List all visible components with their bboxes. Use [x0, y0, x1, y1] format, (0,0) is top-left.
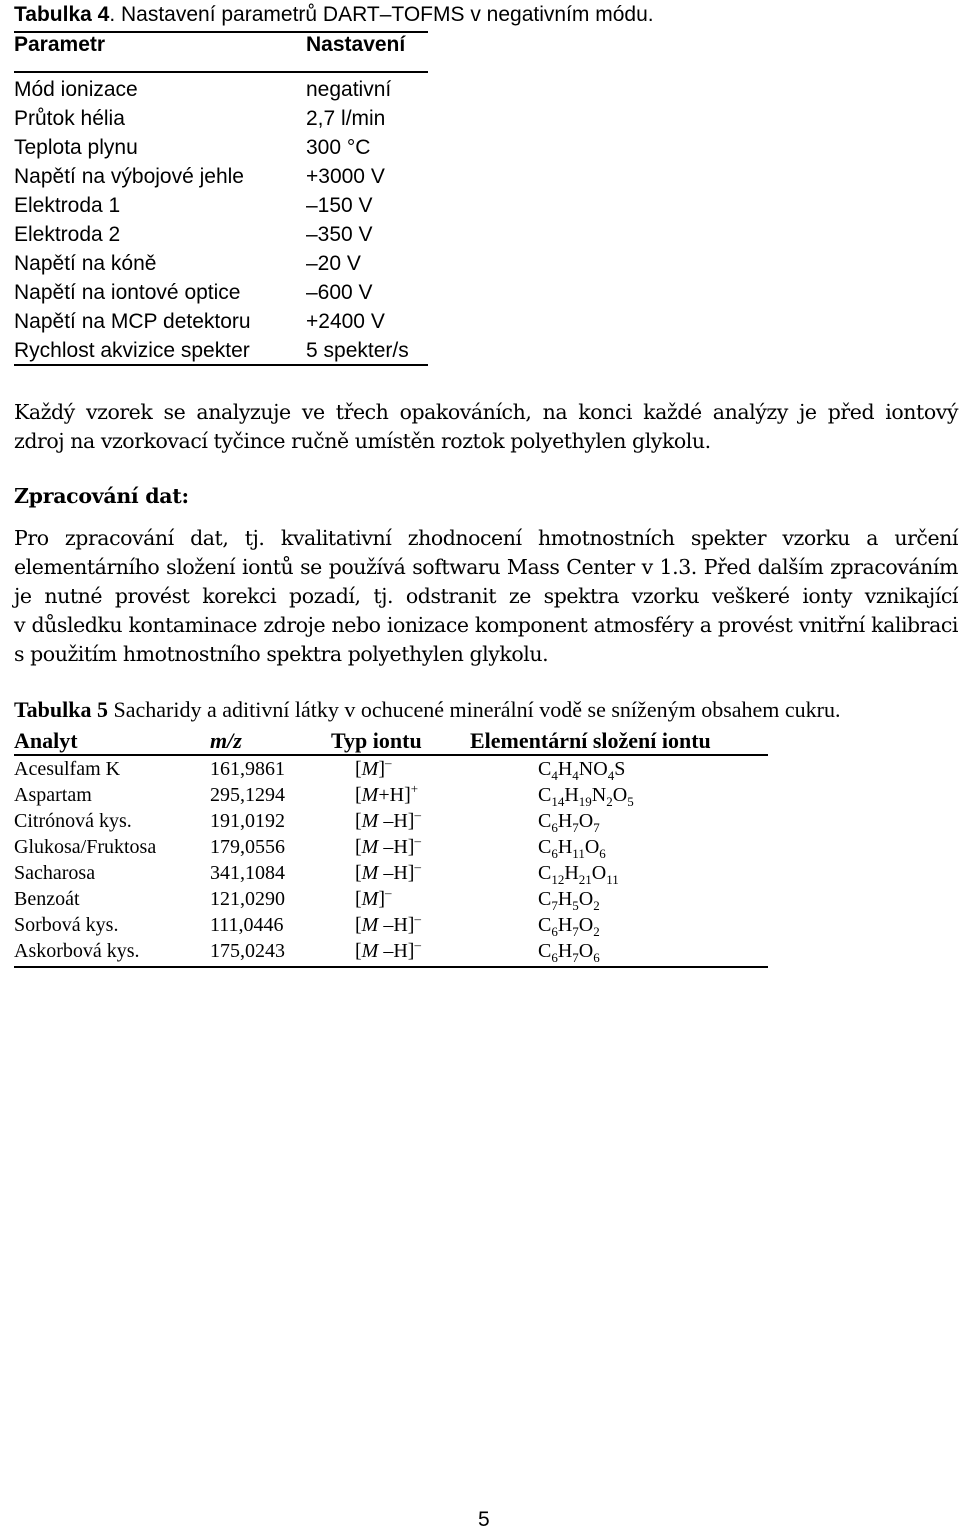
table5-row: [0, 833, 960, 862]
formula-element: O: [578, 940, 594, 962]
table5-cell-formula: [538, 836, 606, 859]
formula-count: 4: [551, 768, 558, 783]
formula-element: C: [538, 862, 552, 884]
formula-element: C: [538, 836, 552, 858]
table4-cell-setting: –150 V: [306, 194, 373, 217]
section-heading: Zpracování dat:: [14, 484, 189, 508]
table4-label: Tabulka 4: [14, 3, 110, 26]
table4-cell-parameter: Průtok hélia: [14, 107, 125, 130]
table5-cell-ion-type: [355, 937, 421, 963]
table5-cell-mz: 121,0290: [210, 888, 285, 910]
paragraph-line: v důsledku kontaminace zdroje nebo ionizace komponent atmosféry a provést vnitřní kalibraci: [14, 613, 958, 637]
ion-bracket: [: [355, 836, 362, 858]
ion-molecule-symbol: M: [361, 888, 379, 910]
table4-row: [0, 78, 960, 107]
table4-row: [0, 223, 960, 252]
formula-element: C: [538, 940, 552, 962]
ion-molecule-symbol: M: [361, 836, 379, 858]
table4-cell-parameter: Mód ionizace: [14, 78, 138, 101]
table4-cell-parameter: Teplota plynu: [14, 136, 138, 159]
ion-bracket: [: [355, 784, 362, 806]
paragraph-line: elementárního složení iontů se používá softwaru Mass Center v 1.3. Před dalším zpracováním: [14, 555, 958, 579]
ion-molecule-symbol: M: [361, 862, 379, 884]
table5-cell-ion-type: [355, 859, 421, 885]
ion-charge: –: [414, 833, 421, 849]
ion-charge: –: [385, 885, 392, 901]
table4-caption: [14, 3, 654, 27]
table5-cell-analyte: Sorbová kys.: [14, 914, 119, 936]
table5-cell-formula: [538, 810, 600, 833]
ion-suffix: ]: [378, 758, 386, 780]
formula-element: O: [591, 862, 607, 884]
formula-element: H: [557, 836, 573, 858]
table5-row: [0, 937, 960, 966]
table4-cell-setting: +2400 V: [306, 310, 385, 333]
formula-element: O: [578, 914, 594, 936]
formula-element: N: [591, 784, 607, 806]
table5-cell-formula: [538, 940, 600, 963]
formula-element: C: [538, 810, 552, 832]
paragraph-analysis: [14, 398, 958, 456]
formula-count: 2: [606, 794, 613, 809]
table5-cell-ion-type: [355, 755, 392, 781]
formula-count: 5: [627, 794, 634, 809]
formula-count: 6: [551, 924, 558, 939]
table5-row: [0, 755, 960, 784]
table5-header-analyt: Analyt: [14, 728, 78, 753]
table5-cell-mz: 161,9861: [210, 758, 285, 780]
formula-count: 11: [572, 846, 585, 861]
formula-count: 6: [551, 820, 558, 835]
formula-element: H: [557, 888, 573, 910]
formula-element: NO: [578, 758, 608, 780]
table5-cell-formula: [538, 888, 600, 911]
formula-count: 6: [599, 846, 606, 861]
formula-element: C: [538, 758, 552, 780]
paragraph-processing: [14, 524, 958, 669]
table5-header-mz: m/z: [210, 728, 242, 753]
table4-cell-parameter: Elektroda 1: [14, 194, 121, 217]
table4-cell-setting: –20 V: [306, 252, 361, 275]
ion-suffix: +H]: [378, 784, 411, 806]
table5-bottom-rule: [14, 966, 768, 968]
formula-element: S: [614, 758, 626, 780]
paragraph-line: Pro zpracování dat, tj. kvalitativní zhodnocení hmotnostních spekter vzorku a určení: [14, 526, 958, 550]
table4-caption-text: . Nastavení parametrů DART–TOFMS v negativním módu.: [109, 3, 654, 26]
table5-label: Tabulka 5: [14, 697, 108, 722]
formula-count: 4: [572, 768, 579, 783]
ion-charge: –: [414, 937, 421, 953]
table5-row: [0, 859, 960, 888]
table5-cell-formula: [538, 914, 600, 937]
table5-row: [0, 885, 960, 914]
ion-suffix: –H]: [378, 810, 415, 832]
table5-row: [0, 911, 960, 940]
table5-cell-mz: 179,0556: [210, 836, 285, 858]
formula-count: 14: [551, 794, 565, 809]
table4-cell-setting: negativní: [306, 78, 392, 101]
table5-cell-analyte: Citrónová kys.: [14, 810, 132, 832]
formula-count: 7: [593, 820, 600, 835]
ion-charge: –: [414, 807, 421, 823]
formula-count: 11: [606, 872, 619, 887]
table4-cell-setting: +3000 V: [306, 165, 385, 188]
formula-element: C: [538, 914, 552, 936]
table4-row: [0, 136, 960, 165]
formula-element: H: [557, 914, 573, 936]
table5-cell-mz: 191,0192: [210, 810, 285, 832]
table5-cell-ion-type: [355, 833, 421, 859]
ion-suffix: ]: [378, 888, 386, 910]
ion-bracket: [: [355, 810, 362, 832]
ion-suffix: –H]: [378, 940, 415, 962]
table4-cell-parameter: Napětí na MCP detektoru: [14, 310, 251, 333]
formula-element: C: [538, 784, 552, 806]
formula-element: H: [557, 810, 573, 832]
formula-count: 7: [572, 950, 579, 965]
paragraph-line: je nutné provést korekci pozadí, tj. odstranit ze spektra vzorku veškeré ionty vznikající: [14, 584, 958, 608]
ion-bracket: [: [355, 888, 362, 910]
formula-element: O: [612, 784, 628, 806]
formula-count: 6: [551, 950, 558, 965]
ion-suffix: –H]: [378, 836, 415, 858]
ion-molecule-symbol: M: [361, 784, 379, 806]
ion-suffix: –H]: [378, 914, 415, 936]
formula-element: O: [584, 836, 600, 858]
paragraph-line: Každý vzorek se analyzuje ve třech opakováních, na konci každé analýzy je před iontový: [14, 400, 958, 424]
table4-header-rule: [14, 71, 428, 73]
table5-cell-formula: [538, 784, 634, 807]
table5-cell-formula: [538, 758, 625, 781]
formula-element: O: [578, 810, 594, 832]
ion-molecule-symbol: M: [361, 914, 379, 936]
ion-charge: –: [414, 859, 421, 875]
table4-row: [0, 107, 960, 136]
formula-count: 5: [572, 898, 579, 913]
table4-cell-setting: –350 V: [306, 223, 373, 246]
table5-cell-ion-type: [355, 807, 421, 833]
formula-count: 2: [593, 898, 600, 913]
ion-bracket: [: [355, 758, 362, 780]
table5-cell-mz: 175,0243: [210, 940, 285, 962]
ion-charge: –: [385, 755, 392, 771]
ion-bracket: [: [355, 940, 362, 962]
table4-row: [0, 281, 960, 310]
table4-cell-setting: 2,7 l/min: [306, 107, 386, 130]
table5-header-composition: Elementární složení iontu: [470, 728, 711, 753]
table5-caption-text: Sacharidy a aditivní látky v ochucené minerální vodě se sníženým obsahem cukru.: [107, 697, 841, 722]
formula-element: H: [557, 758, 573, 780]
ion-molecule-symbol: M: [361, 940, 379, 962]
table5-header-ion-type: Typ iontu: [331, 728, 422, 753]
table5-cell-analyte: Askorbová kys.: [14, 940, 140, 962]
table5-cell-analyte: Acesulfam K: [14, 758, 121, 780]
table5-cell-mz: 111,0446: [210, 914, 284, 936]
formula-element: H: [557, 940, 573, 962]
table5-caption: [14, 697, 840, 723]
table5-cell-ion-type: [355, 911, 421, 937]
formula-element: O: [578, 888, 594, 910]
formula-count: 7: [572, 820, 579, 835]
table4-cell-setting: 5 spekter/s: [306, 339, 409, 362]
table5-row: [0, 781, 960, 810]
formula-element: C: [538, 888, 552, 910]
table5-row: [0, 807, 960, 836]
table5-cell-analyte: Aspartam: [14, 784, 92, 806]
paragraph-line: zdroj na vzorkovací tyčince ručně umístěn roztok polyethylen glykolu.: [14, 429, 711, 453]
ion-molecule-symbol: M: [361, 758, 379, 780]
ion-charge: –: [414, 911, 421, 927]
table4-cell-parameter: Napětí na kóně: [14, 252, 157, 275]
formula-count: 7: [551, 898, 558, 913]
table5-cell-analyte: Sacharosa: [14, 862, 96, 884]
page-number: 5: [478, 1508, 490, 1531]
ion-suffix: –H]: [378, 862, 415, 884]
table4-header-nastaveni: Nastavení: [306, 33, 406, 56]
formula-count: 6: [551, 846, 558, 861]
table4-row: [0, 310, 960, 339]
formula-element: H: [564, 862, 579, 884]
table5-cell-analyte: Benzoát: [14, 888, 80, 910]
formula-count: 12: [551, 872, 565, 887]
table4-bottom-rule: [14, 364, 428, 366]
formula-count: 19: [578, 794, 592, 809]
paragraph-line: s použitím hmotnostního spektra polyethylen glykolu.: [14, 642, 549, 666]
table4-header-parametr: Parametr: [14, 33, 106, 56]
formula-count: 6: [593, 950, 600, 965]
formula-element: H: [564, 784, 579, 806]
table4-cell-parameter: Elektroda 2: [14, 223, 121, 246]
formula-count: 2: [593, 924, 600, 939]
table4-cell-parameter: Napětí na iontové optice: [14, 281, 241, 304]
table5-cell-ion-type: [355, 885, 392, 911]
formula-count: 21: [578, 872, 592, 887]
table5-cell-formula: [538, 862, 619, 885]
table4-row: [0, 165, 960, 194]
table4-row: [0, 252, 960, 281]
ion-bracket: [: [355, 914, 362, 936]
ion-molecule-symbol: M: [361, 810, 379, 832]
table4-cell-setting: 300 °C: [306, 136, 371, 159]
table5-cell-ion-type: [355, 781, 419, 807]
formula-count: 7: [572, 924, 579, 939]
table5-cell-mz: 295,1294: [210, 784, 285, 806]
ion-bracket: [: [355, 862, 362, 884]
table5-cell-analyte: Glukosa/Fruktosa: [14, 836, 157, 858]
table4-row: [0, 194, 960, 223]
formula-count: 4: [607, 768, 615, 783]
ion-charge: +: [410, 781, 419, 797]
table5-cell-mz: 341,1084: [210, 862, 285, 884]
table4-cell-setting: –600 V: [306, 281, 373, 304]
table4-cell-parameter: Rychlost akvizice spekter: [14, 339, 250, 362]
table4-cell-parameter: Napětí na výbojové jehle: [14, 165, 244, 188]
